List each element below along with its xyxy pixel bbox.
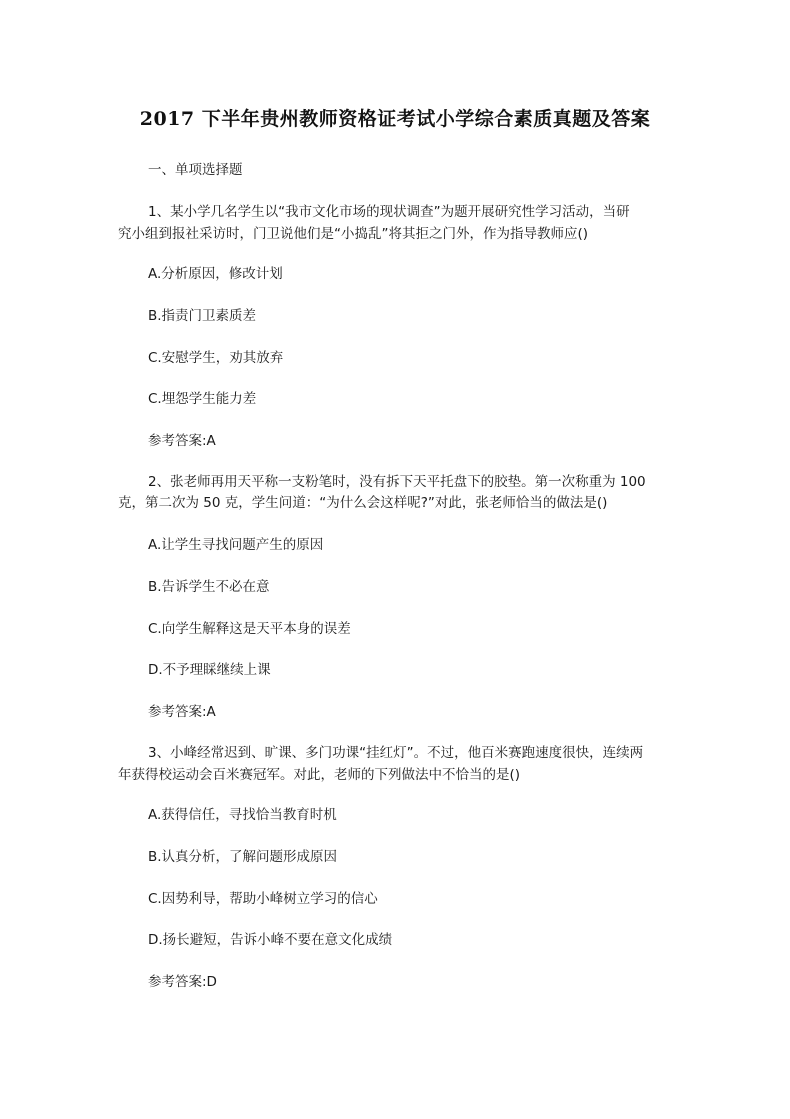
question-1-answer: 参考答案:A [148,433,216,449]
question-2-option-d: D.不予理睬继续上课 [148,662,271,678]
question-2-stem-line1: 2、张老师再用天平称一支粉笔时，没有拆下天平托盘下的胶垫。第一次称重为 100 [148,474,646,490]
question-1-stem-line2: 究小组到报社采访时，门卫说他们是“小捣乱”将其拒之门外，作为指导教师应() [118,226,589,242]
question-2-option-b: B.告诉学生不必在意 [148,579,270,595]
question-2-option-a: A.让学生寻找问题产生的原因 [148,537,324,553]
question-3-option-c: C.因势利导，帮助小峰树立学习的信心 [148,891,378,907]
question-1-option-c: C.安慰学生，劝其放弃 [148,350,284,366]
question-2-stem-line2: 克，第二次为 50 克，学生问道：“为什么会这样呢?”对此，张老师恰当的做法是() [118,495,608,511]
section-heading: 一、单项选择题 [148,162,243,178]
question-3-stem-line1: 3、小峰经常迟到、旷课、多门功课“挂红灯”。不过，他百米赛跑速度很快，连续两 [148,745,644,761]
question-1-option-d: C.埋怨学生能力差 [148,391,257,407]
question-3-option-d: D.扬长避短，告诉小峰不要在意文化成绩 [148,932,393,948]
question-1-stem-line1: 1、某小学几名学生以“我市文化市场的现状调查”为题开展研究性学习活动，当研 [148,204,630,220]
question-1-option-b: B.指责门卫素质差 [148,308,257,324]
question-2-answer: 参考答案:A [148,704,216,720]
question-3-answer: 参考答案:D [148,974,217,990]
question-2-option-c: C.向学生解释这是天平本身的误差 [148,621,351,637]
question-1-option-a: A.分析原因，修改计划 [148,266,283,282]
question-3-option-b: B.认真分析，了解问题形成原因 [148,849,338,865]
document-title: 2017 下半年贵州教师资格证考试小学综合素质真题及答案 [139,108,651,130]
question-3-stem-line2: 年获得校运动会百米赛冠军。对此，老师的下列做法中不恰当的是() [118,767,521,783]
question-3-option-a: A.获得信任，寻找恰当教育时机 [148,807,337,823]
